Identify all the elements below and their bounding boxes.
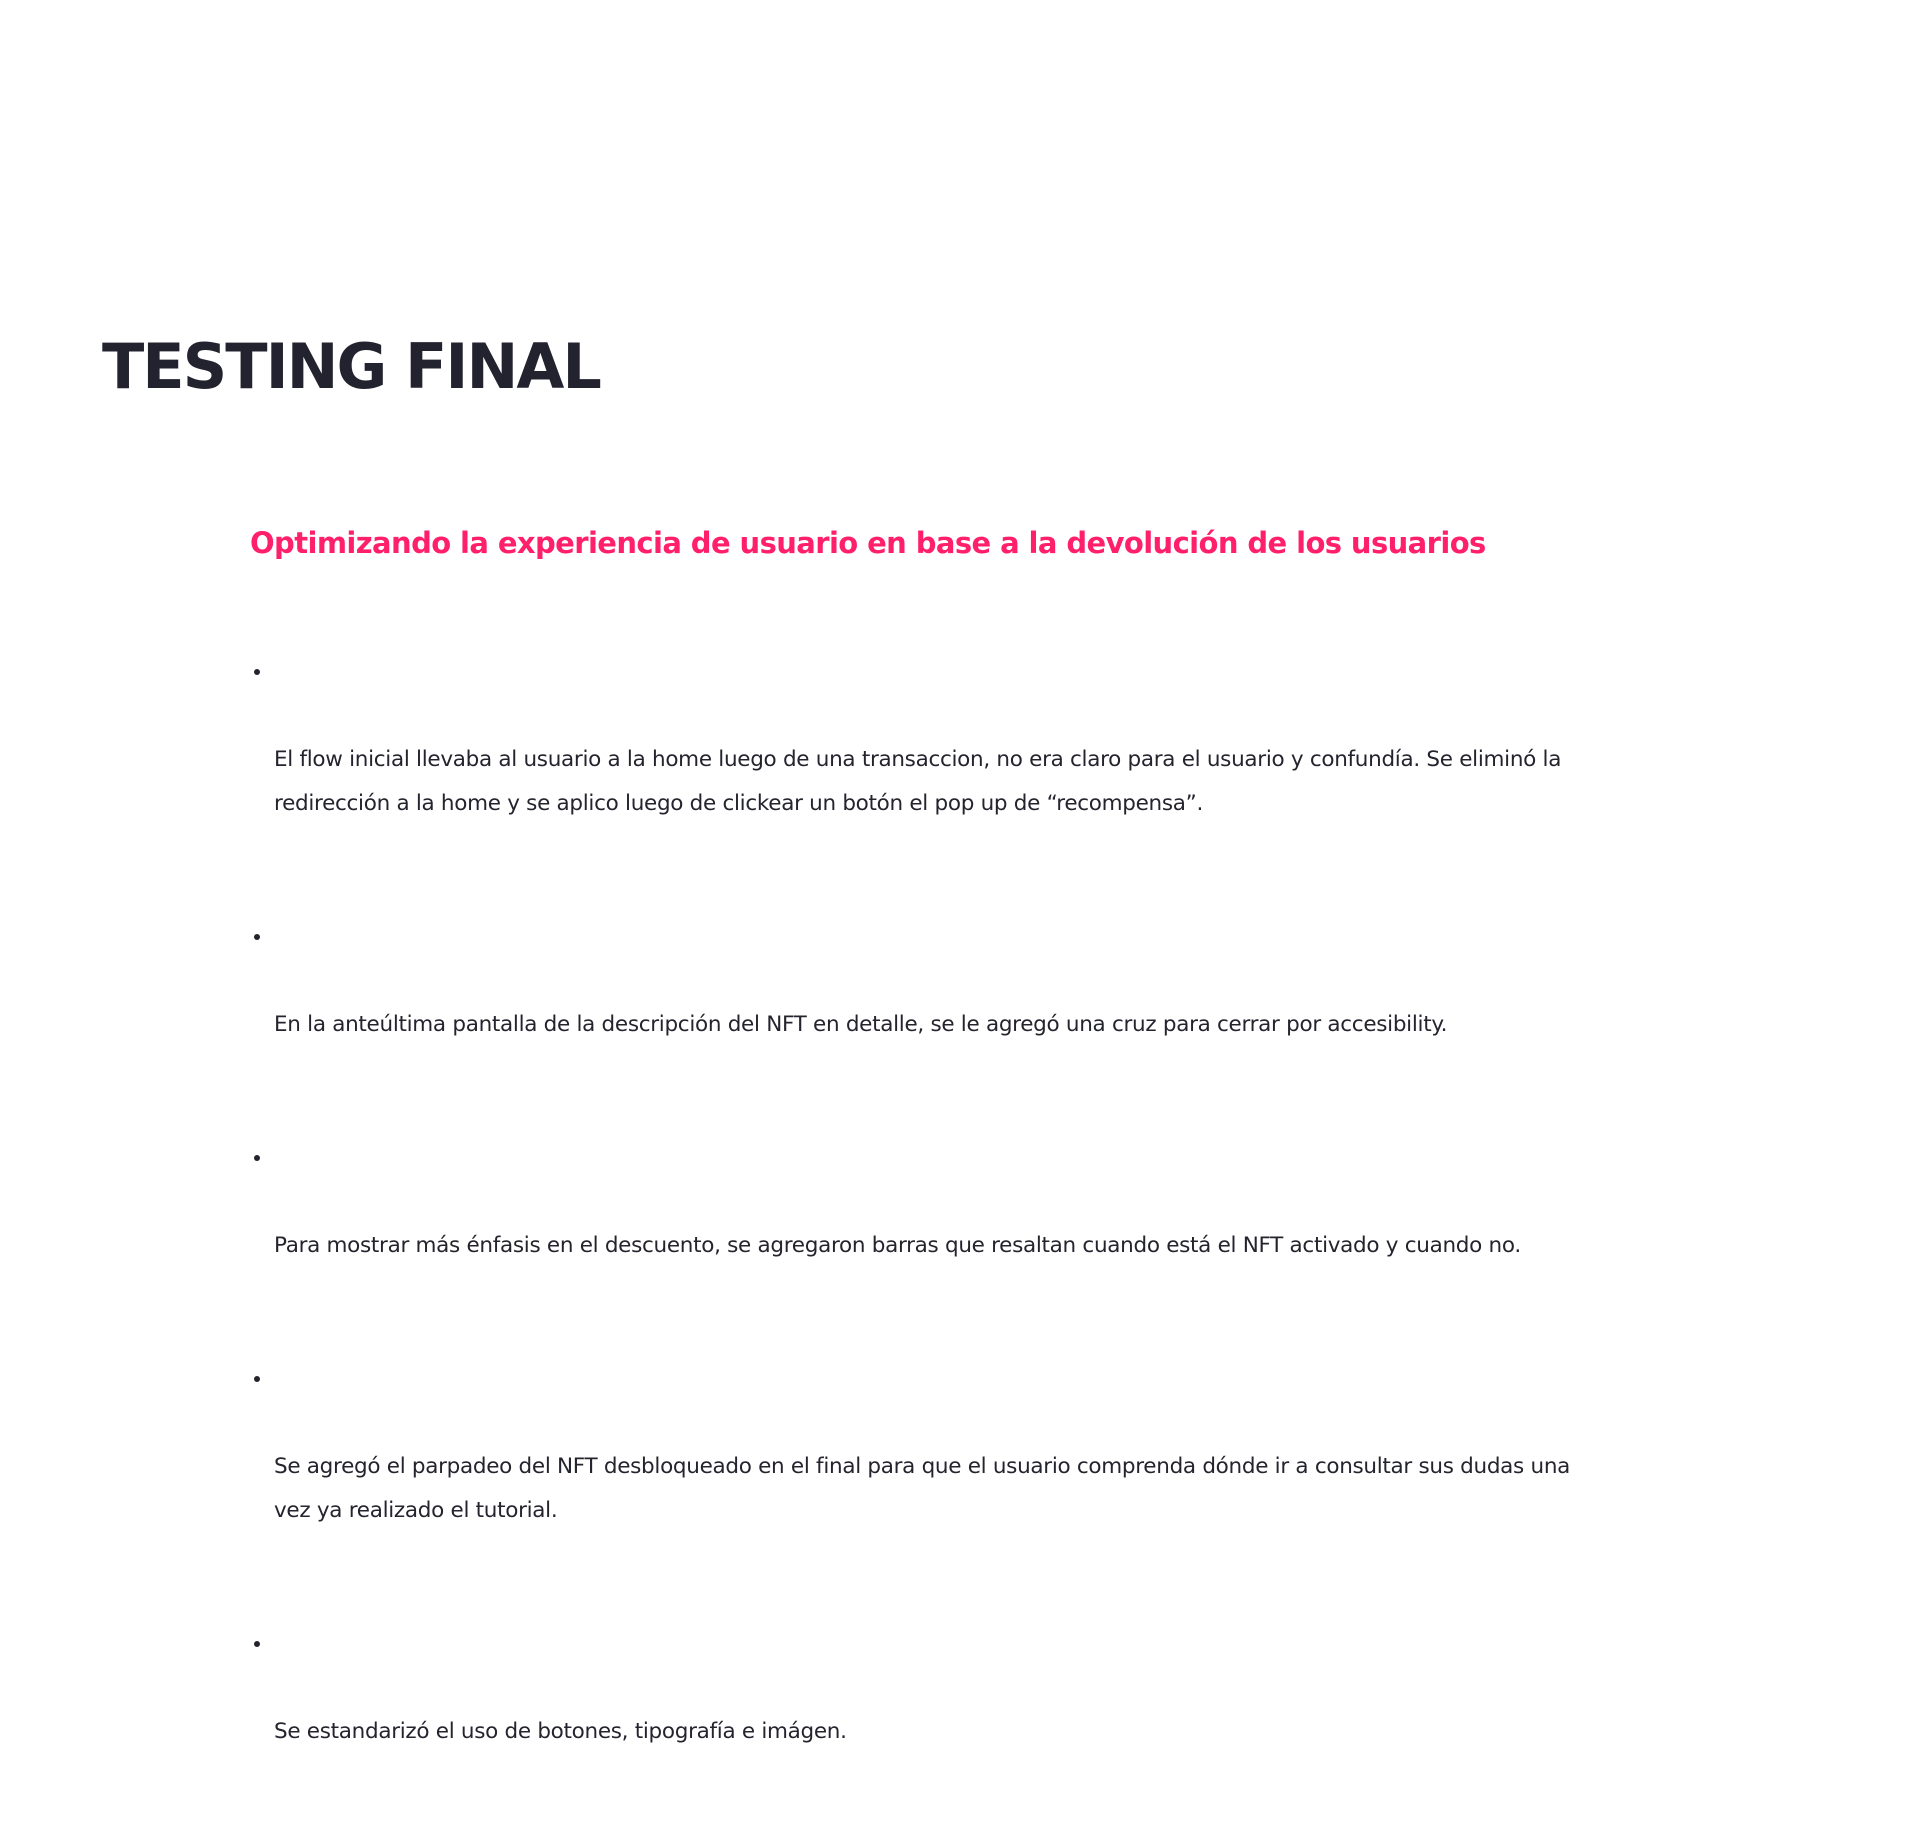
list-item [250,650,1690,870]
list-item-text: Para mostrar más énfasis en el descuento, se agregaron barras que resaltan cuando está el NFT activado y cuando no. [274,1233,1521,1258]
list-item-text: En la anteúltima pantalla de la descripción del NFT en detalle, se le agregó una cruz para cerrar por accesibility. [274,1012,1448,1037]
section-subtitle: Optimizando la experiencia de usuario en base a la devolución de los usuarios [250,526,1486,560]
list-item [250,1357,1690,1577]
bullet-icon [254,1155,260,1161]
bullet-icon [254,669,260,675]
bullet-icon [254,934,260,940]
list-item-text: El flow inicial llevaba al usuario a la home luego de una transaccion, no era claro para el usuario y confundía. Se eliminó la redirección a la home y se aplico luego de clickear un botón el pop up de “recompensa”. [274,747,1562,816]
findings-list [250,650,1690,1843]
bullet-icon [254,1641,260,1647]
list-item-text: Se agregó el parpadeo del NFT desbloqueado en el final para que el usuario comprenda dónde ir a consultar sus dudas una vez ya realizado el tutorial. [274,1454,1571,1523]
list-item [250,1136,1690,1312]
list-item [250,915,1690,1091]
list-item [250,1622,1690,1798]
page-title: TESTING FINAL [102,330,600,403]
list-item-text: Se estandarizó el uso de botones, tipografía e imágen. [274,1719,847,1744]
bullet-icon [254,1376,260,1382]
